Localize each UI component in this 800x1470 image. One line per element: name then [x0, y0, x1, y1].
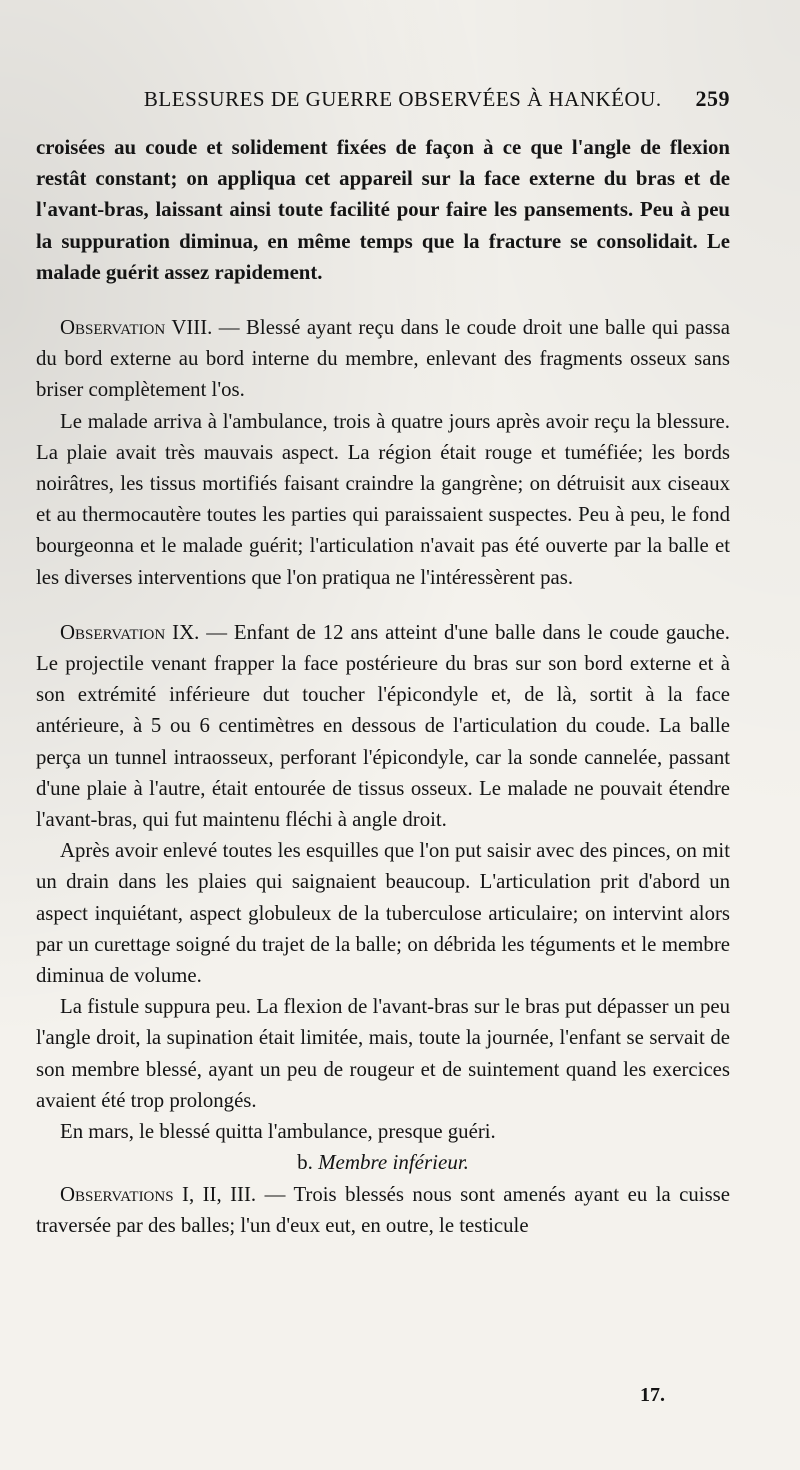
paragraph-continuation: croisées au coude et solidement fixées de façon à ce que l'angle de flexion restât constant; on appliqua cet appareil sur la face externe du bras et de l'avant-bras, laissant ainsi toute facilité pour faire les pansements. Peu à peu la suppuration diminua, en même temps que la fracture se consolidait. Le malade guérit assez rapidement.	[36, 136, 730, 284]
observations-1-3-text: — Trois blessés nous sont amenés ayant eu la cuisse traversée par des balles; l'un d'eux eut, en outre, le testicule	[36, 1182, 730, 1237]
running-title: BLESSURES DE GUERRE OBSERVÉES À HANKÉOU.	[143, 87, 662, 111]
section-heading	[36, 1147, 730, 1178]
observation-9-intro	[36, 617, 730, 835]
observation-label: Observation	[60, 620, 166, 644]
observation-8-intro	[36, 312, 730, 406]
observation-9-body-1: Après avoir enlevé toutes les esquilles que l'on put saisir avec des pinces, on mit un drain dans les plaies qui saignaient beaucoup. L'articulation prit d'abord un aspect inquiétant, aspect globuleux de la tuberculose articulaire; on intervint alors par un curettage soigné du trajet de la balle; on débrida les téguments et le membre diminua de volume.	[36, 839, 730, 988]
page-number: 259	[695, 86, 730, 111]
observation-9-body-3: En mars, le blessé quitta l'ambulance, presque guéri.	[60, 1120, 496, 1144]
observation-9-text: — Enfant de 12 ans atteint d'une balle dans le coude gauche. Le projectile venant frapper la face postérieure du bras sur son bord externe et à son extrémité inférieure dut toucher l'épicondyle et, de là, sortit à la face antérieure, à 5 ou 6 centimètres en dessous de l'articulation du coude. La balle perça un tunnel intraosseux, perforant l'épicondyle, car la sonde cannelée, passant d'une plaie à l'autre, était entourée de tissus osseux. Le malade ne pouvait étendre l'avant-bras, qui fut maintenu fléchi à angle droit.	[36, 620, 730, 832]
observation-label: Observations	[60, 1182, 174, 1206]
running-header	[60, 86, 730, 126]
signature-mark: 17.	[640, 1384, 665, 1406]
section-title: Membre inférieur.	[318, 1150, 469, 1175]
observation-label: Observation	[60, 316, 166, 340]
body-text	[36, 132, 730, 1241]
observation-number: VIII.	[171, 316, 213, 340]
observation-9-body-2: La fistule suppura peu. La flexion de l'avant-bras sur le bras put dépasser un peu l'angle droit, la supination était limitée, mais, toute la journée, l'enfant se servait de son membre blessé, ayant un peu de rougeur et de suintement quand les exercices avaient été trop prolongés.	[36, 995, 730, 1112]
observation-number: I, II, III.	[182, 1182, 257, 1206]
section-letter: b.	[297, 1150, 313, 1175]
observation-8-text: — Blessé ayant reçu dans le coude droit une balle qui passa du bord externe au bord interne du membre, enlevant des fragments osseux sans briser complètement l'os.	[36, 316, 730, 402]
observations-1-3-intro	[36, 1179, 730, 1241]
observation-number: IX.	[172, 620, 200, 644]
observation-8-body: Le malade arriva à l'ambulance, trois à quatre jours après avoir reçu la blessure. La plaie avait très mauvais aspect. La région était rouge et tuméfiée; les bords noirâtres, les tissus mortifiés faisant craindre la gangrène; on détruisit aux ciseaux et au thermocautère toutes les parties qui paraissaient suspectes. Peu à peu, le fond bourgeonna et le malade guérit; l'articulation n'avait pas été ouverte par la balle et les diverses interventions que l'on pratiqua ne l'intéressèrent pas.	[36, 409, 730, 589]
